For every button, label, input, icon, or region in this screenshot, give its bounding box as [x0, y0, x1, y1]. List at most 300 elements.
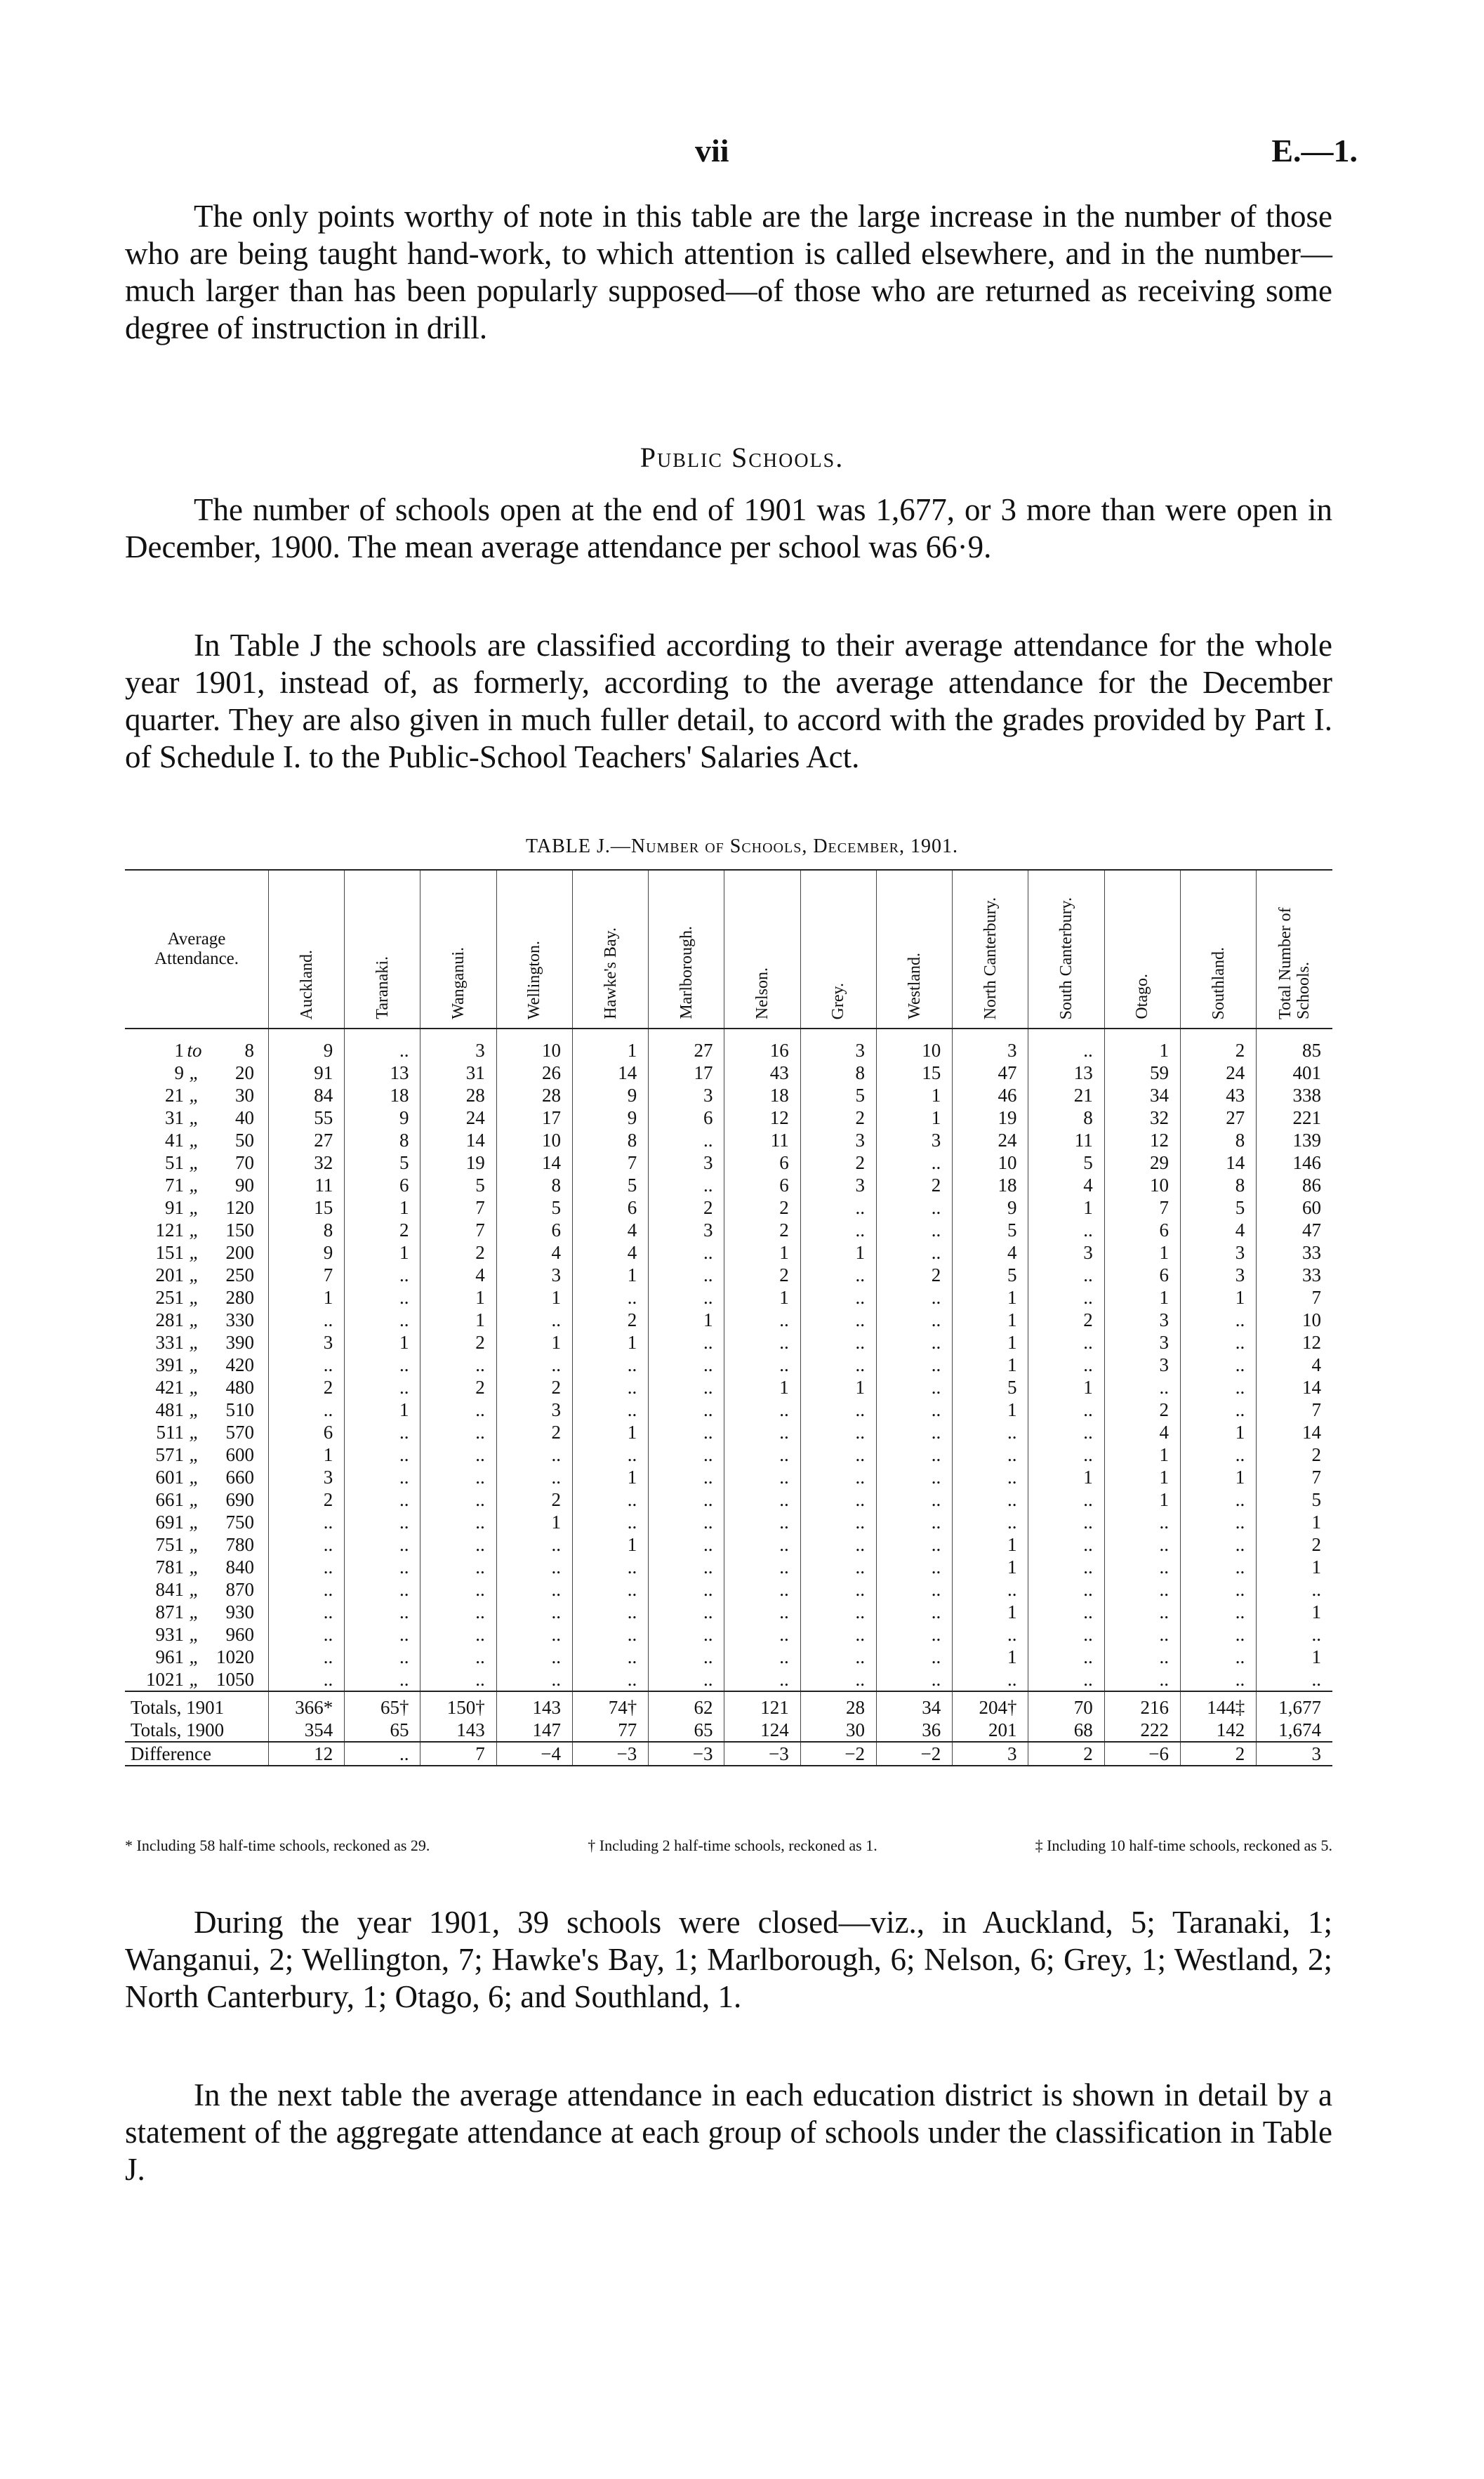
table-cell: 77: [572, 1719, 648, 1742]
table-cell: 12: [1257, 1331, 1332, 1354]
table-cell: 1: [953, 1556, 1028, 1578]
table-cell: ..: [572, 1578, 648, 1601]
table-cell: 4: [1180, 1219, 1256, 1241]
range-to: 870: [225, 1579, 254, 1600]
table-cell: ..: [724, 1466, 800, 1488]
range-from: 71: [165, 1175, 184, 1196]
range-sep: „: [189, 1219, 200, 1241]
table-cell: ..: [1180, 1331, 1256, 1354]
table-cell: 2: [420, 1241, 496, 1264]
table-cell: 6: [724, 1174, 800, 1196]
attendance-range: [125, 1443, 268, 1466]
table-cell: ..: [268, 1399, 344, 1421]
paragraph-schools-closed: During the year 1901, 39 schools were closed—viz., in Auckland, 5; Taranaki, 1; Wanganui, 2; Wellington, 7; Hawke's Bay, 1; Marlborough, 6; Nelson, 6; Grey, 1; Westland, 2; North Canterbury, 1; Otago, 6; and Southland, 1.: [125, 1905, 1332, 2014]
range-to: 90: [235, 1175, 254, 1196]
table-cell: ..: [420, 1511, 496, 1533]
table-cell: 7: [420, 1219, 496, 1241]
column-header: [420, 870, 496, 1029]
table-cell: ..: [420, 1354, 496, 1376]
table-cell: 14: [1180, 1151, 1256, 1174]
table-cell: ..: [345, 1029, 420, 1062]
table-cell: ..: [876, 1623, 952, 1646]
table-cell: ..: [1180, 1556, 1256, 1578]
table-cell: ..: [268, 1601, 344, 1623]
table-cell: 1: [572, 1264, 648, 1286]
table-cell: ..: [1180, 1376, 1256, 1399]
table-cell: 1: [572, 1421, 648, 1443]
table-cell: 29: [1104, 1151, 1180, 1174]
range-to: 120: [225, 1197, 254, 1218]
table-cell: ..: [876, 1668, 952, 1691]
table-cell: 84: [268, 1084, 344, 1106]
table-cell: ..: [724, 1601, 800, 1623]
table-cell: 91: [268, 1062, 344, 1084]
paragraph-table-j: In Table J the schools are classified according to their average attendance for the whole year 1901, instead of, as formerly, according to the average attendance for the December quarter. They are also given in much fuller detail, to accord with the grades provided by Part I. of Schedule I. to the Public-School Teachers' Salaries Act.: [125, 628, 1332, 774]
column-header: [572, 870, 648, 1029]
table-cell: 221: [1257, 1106, 1332, 1129]
table-cell: 14: [1257, 1376, 1332, 1399]
table-cell: 5: [953, 1264, 1028, 1286]
range-from: 571: [155, 1444, 184, 1465]
table-cell: ..: [876, 1354, 952, 1376]
section-title: Public Schools.: [640, 442, 844, 473]
table-cell: 3: [268, 1466, 344, 1488]
table-cell: 2: [1104, 1399, 1180, 1421]
range-from: 91: [165, 1197, 184, 1218]
table-cell: ..: [1180, 1443, 1256, 1466]
attendance-range: [125, 1264, 268, 1286]
table-cell: ..: [800, 1399, 876, 1421]
table-cell: ..: [1104, 1376, 1180, 1399]
table-cell: 65: [649, 1719, 724, 1742]
table-cell: 3: [420, 1029, 496, 1062]
table-cell: 74†: [572, 1691, 648, 1719]
table-cell: ..: [800, 1421, 876, 1443]
table-row: [125, 1623, 1332, 1646]
table-cell: ..: [953, 1668, 1028, 1691]
table-cell: 33: [1257, 1241, 1332, 1264]
table-cell: ..: [268, 1668, 344, 1691]
table-cell: ..: [1028, 1219, 1104, 1241]
column-header: [1180, 870, 1256, 1029]
range-sep: „: [189, 1130, 200, 1151]
table-cell: 2: [1028, 1309, 1104, 1331]
table-cell: ..: [800, 1511, 876, 1533]
table-cell: ..: [420, 1646, 496, 1668]
table-cell: 85: [1257, 1029, 1332, 1062]
table-cell: ..: [649, 1533, 724, 1556]
table-cell: ..: [800, 1533, 876, 1556]
table-cell: ..: [724, 1668, 800, 1691]
table-cell: 338: [1257, 1084, 1332, 1106]
table-cell: ..: [800, 1219, 876, 1241]
table-cell: ..: [420, 1556, 496, 1578]
table-cell: 6: [268, 1421, 344, 1443]
range-to: 280: [225, 1287, 254, 1308]
table-cell: ..: [496, 1533, 572, 1556]
table-cell: ..: [1180, 1578, 1256, 1601]
table-cell: ..: [649, 1646, 724, 1668]
table-cell: 204†: [953, 1691, 1028, 1719]
table-cell: ..: [1028, 1601, 1104, 1623]
table-cell: ..: [953, 1623, 1028, 1646]
table-cell: 1: [953, 1533, 1028, 1556]
table-cell: 3: [496, 1264, 572, 1286]
range-to: 20: [235, 1062, 254, 1083]
footnote-star: * Including 58 half-time schools, reckoned as 29.: [125, 1837, 430, 1854]
table-cell: ..: [649, 1354, 724, 1376]
paragraph-intro: The only points worthy of note in this table are the large increase in the number of those who are being taught hand-work, to which attention is called elsewhere, and in the number—much larger than has been popularly supposed—of those who are returned as receiving some degree of instruction in drill.: [125, 199, 1332, 345]
table-cell: 1: [724, 1241, 800, 1264]
table-cell: 2: [268, 1376, 344, 1399]
table-cell: 1: [345, 1241, 420, 1264]
table-row: [125, 1286, 1332, 1309]
range-sep: „: [189, 1152, 200, 1173]
table-cell: ..: [572, 1399, 648, 1421]
table-cell: 55: [268, 1106, 344, 1129]
table-cell: 2: [1028, 1742, 1104, 1766]
table-cell: 12: [268, 1742, 344, 1766]
attendance-range: [125, 1376, 268, 1399]
table-cell: 24: [420, 1106, 496, 1129]
table-cell: 1: [876, 1084, 952, 1106]
table-cell: 143: [420, 1719, 496, 1742]
table-cell: 3: [876, 1129, 952, 1151]
table-cell: ..: [724, 1578, 800, 1601]
attendance-range: [125, 1286, 268, 1309]
table-row: [125, 1646, 1332, 1668]
table-cell: ..: [724, 1399, 800, 1421]
attendance-range: [125, 1466, 268, 1488]
row-label: Totals, 1900: [131, 1719, 225, 1740]
range-to: 480: [225, 1377, 254, 1398]
table-cell: ..: [572, 1601, 648, 1623]
table-cell: 1: [572, 1331, 648, 1354]
column-header-label: Nelson.: [753, 967, 772, 1019]
table-cell: 2: [268, 1488, 344, 1511]
range-from: 841: [155, 1579, 184, 1600]
table-cell: 6: [724, 1151, 800, 1174]
range-from: 251: [155, 1287, 184, 1308]
table-cell: 21: [1028, 1084, 1104, 1106]
table-cell: ..: [1028, 1623, 1104, 1646]
range-sep: „: [189, 1264, 200, 1285]
table-cell: 13: [1028, 1062, 1104, 1084]
table-cell: 46: [953, 1084, 1028, 1106]
range-sep: „: [189, 1332, 200, 1353]
column-header-label: Westland.: [905, 953, 924, 1019]
table-cell: 1: [1180, 1466, 1256, 1488]
range-to: 30: [235, 1085, 254, 1106]
table-cell: 2: [1257, 1533, 1332, 1556]
table-cell: ..: [345, 1742, 420, 1766]
table-cell: ..: [1180, 1511, 1256, 1533]
table-cell: ..: [724, 1511, 800, 1533]
table-cell: ..: [496, 1309, 572, 1331]
range-to: 660: [225, 1467, 254, 1488]
range-to: 50: [235, 1130, 254, 1151]
table-row: [125, 1029, 1332, 1062]
table-cell: ..: [1180, 1668, 1256, 1691]
table-cell: 5: [1257, 1488, 1332, 1511]
table-row: [125, 1556, 1332, 1578]
attendance-range: [125, 1668, 268, 1691]
table-cell: ..: [876, 1331, 952, 1354]
column-header: [724, 870, 800, 1029]
table-cell: 7: [268, 1264, 344, 1286]
table-cell: 1: [800, 1241, 876, 1264]
range-sep: „: [189, 1309, 200, 1330]
table-header-row: [125, 870, 1332, 1029]
range-to: 330: [225, 1309, 254, 1330]
range-sep: „: [189, 1512, 200, 1533]
table-cell: 8: [1180, 1174, 1256, 1196]
attendance-range: [125, 1354, 268, 1376]
table-cell: ..: [345, 1286, 420, 1309]
table-cell: 142: [1180, 1719, 1256, 1742]
table-cell: ..: [724, 1331, 800, 1354]
range-to: 8: [244, 1040, 254, 1061]
table-cell: 18: [953, 1174, 1028, 1196]
table-row: [125, 1151, 1332, 1174]
table-cell: ..: [876, 1286, 952, 1309]
attendance-range: [125, 1556, 268, 1578]
table-cell: 5: [953, 1376, 1028, 1399]
table-cell: 59: [1104, 1062, 1180, 1084]
table-cell: 1: [1257, 1511, 1332, 1533]
table-cell: 3: [649, 1219, 724, 1241]
range-from: 21: [165, 1085, 184, 1106]
table-cell: ..: [800, 1668, 876, 1691]
table-cell: ..: [1257, 1623, 1332, 1646]
table-cell: ..: [649, 1511, 724, 1533]
table-cell: 1: [953, 1399, 1028, 1421]
column-header-label: Grey.: [829, 982, 848, 1019]
table-cell: ..: [953, 1443, 1028, 1466]
attendance-range: [125, 1309, 268, 1331]
table-cell: 7: [1257, 1466, 1332, 1488]
table-cell: ..: [268, 1533, 344, 1556]
table-cell: ..: [572, 1646, 648, 1668]
table-cell: ..: [724, 1623, 800, 1646]
table-row: [125, 1264, 1332, 1286]
range-to: 780: [225, 1534, 254, 1555]
table-cell: 26: [496, 1062, 572, 1084]
table-cell: 2: [1180, 1742, 1256, 1766]
table-cell: ..: [800, 1488, 876, 1511]
table-cell: 11: [268, 1174, 344, 1196]
table-cell: 9: [572, 1106, 648, 1129]
table-cell: 28: [496, 1084, 572, 1106]
attendance-range: [125, 1331, 268, 1354]
table-cell: 121: [724, 1691, 800, 1719]
row-label: Totals, 1901: [125, 1691, 268, 1719]
table-cell: 1: [496, 1286, 572, 1309]
table-cell: 366*: [268, 1691, 344, 1719]
table-cell: ..: [345, 1376, 420, 1399]
table-cell: 8: [345, 1129, 420, 1151]
table-cell: ..: [876, 1376, 952, 1399]
range-from: 751: [155, 1534, 184, 1555]
table-row: [125, 1219, 1332, 1241]
range-from: 781: [155, 1556, 184, 1578]
table-row: [125, 1309, 1332, 1331]
range-from: 421: [155, 1377, 184, 1398]
attendance-range: [125, 1488, 268, 1511]
range-sep: „: [189, 1556, 200, 1578]
range-from: 151: [155, 1242, 184, 1263]
footnote-double-dagger: ‡ Including 10 half-time schools, reckoned as 5.: [1035, 1837, 1332, 1854]
attendance-range: [125, 1646, 268, 1668]
table-cell: 65†: [345, 1691, 420, 1719]
range-from: 391: [155, 1354, 184, 1375]
table-cell: 9: [953, 1196, 1028, 1219]
table-cell: ..: [420, 1668, 496, 1691]
table-cell: 24: [1180, 1062, 1256, 1084]
range-sep: „: [189, 1062, 200, 1083]
table-cell: 1: [724, 1286, 800, 1309]
range-to: 1050: [216, 1669, 254, 1690]
attendance-range: [125, 1533, 268, 1556]
difference-row: [125, 1742, 1332, 1766]
column-header-label: Taranaki.: [373, 956, 392, 1019]
table-cell: ..: [268, 1354, 344, 1376]
table-cell: 27: [268, 1129, 344, 1151]
table-cell: ..: [268, 1556, 344, 1578]
column-header: [1257, 870, 1332, 1029]
table-cell: ..: [800, 1286, 876, 1309]
table-cell: ..: [649, 1399, 724, 1421]
table-cell: ..: [800, 1646, 876, 1668]
table-cell: 19: [420, 1151, 496, 1174]
table-cell: 1: [800, 1376, 876, 1399]
range-to: 750: [225, 1512, 254, 1533]
table-cell: ..: [800, 1623, 876, 1646]
table-cell: 3: [649, 1084, 724, 1106]
table-cell: ..: [572, 1286, 648, 1309]
table-cell: 4: [572, 1219, 648, 1241]
column-header: [649, 870, 724, 1029]
table-cell: 3: [1104, 1331, 1180, 1354]
table-cell: ..: [649, 1466, 724, 1488]
table-cell: ..: [876, 1488, 952, 1511]
table-cell: 2: [420, 1376, 496, 1399]
table-row: [125, 1196, 1332, 1219]
table-cell: 5: [1028, 1151, 1104, 1174]
table-cell: 4: [420, 1264, 496, 1286]
range-from: 41: [165, 1130, 184, 1151]
table-cell: ..: [953, 1421, 1028, 1443]
table-cell: ..: [649, 1264, 724, 1286]
table-cell: 16: [724, 1029, 800, 1062]
table-cell: 1: [1028, 1196, 1104, 1219]
attendance-range: [125, 1219, 268, 1241]
table-cell: ..: [572, 1668, 648, 1691]
table-cell: ..: [876, 1578, 952, 1601]
table-cell: ..: [1104, 1511, 1180, 1533]
table-cell: ..: [649, 1488, 724, 1511]
table-cell: ..: [800, 1443, 876, 1466]
table-cell: 3: [953, 1029, 1028, 1062]
range-from: 31: [165, 1107, 184, 1128]
table-cell: ..: [953, 1488, 1028, 1511]
table-cell: ..: [649, 1129, 724, 1151]
table-cell: 11: [724, 1129, 800, 1151]
table-cell: ..: [800, 1601, 876, 1623]
table-row: [125, 1084, 1332, 1106]
range-sep: „: [189, 1175, 200, 1196]
attendance-range: [125, 1106, 268, 1129]
table-cell: ..: [345, 1533, 420, 1556]
table-cell: 1,677: [1257, 1691, 1332, 1719]
range-sep: „: [189, 1107, 200, 1128]
table-cell: ..: [1180, 1646, 1256, 1668]
attendance-range: [125, 1421, 268, 1443]
range-from: 1021: [146, 1669, 184, 1690]
table-cell: ..: [876, 1151, 952, 1174]
table-cell: 34: [1104, 1084, 1180, 1106]
table-cell: ..: [1028, 1533, 1104, 1556]
table-cell: 2: [1180, 1029, 1256, 1062]
table-cell: ..: [1180, 1309, 1256, 1331]
table-cell: 1: [1104, 1466, 1180, 1488]
table-cell: 1: [1180, 1286, 1256, 1309]
table-cell: 1: [953, 1309, 1028, 1331]
table-cell: ..: [649, 1578, 724, 1601]
table-cell: ..: [572, 1623, 648, 1646]
table-cell: 10: [496, 1029, 572, 1062]
table-cell: 1: [1028, 1376, 1104, 1399]
table-cell: 1: [420, 1286, 496, 1309]
table-row: [125, 1062, 1332, 1084]
table-cell: 10: [1257, 1309, 1332, 1331]
table-cell: ..: [345, 1511, 420, 1533]
range-sep: „: [189, 1534, 200, 1555]
table-cell: ..: [1180, 1533, 1256, 1556]
range-from: 931: [155, 1624, 184, 1645]
table-row: [125, 1241, 1332, 1264]
table-cell: ..: [649, 1556, 724, 1578]
table-cell: 8: [1180, 1129, 1256, 1151]
table-cell: 3: [1180, 1241, 1256, 1264]
table-cell: 32: [1104, 1106, 1180, 1129]
table-cell: 3: [953, 1742, 1028, 1766]
page-number: vii: [695, 133, 729, 168]
table-cell: 5: [420, 1174, 496, 1196]
table-row: [125, 1488, 1332, 1511]
column-header-label: Total Number of Schools.: [1276, 907, 1313, 1019]
table-cell: ..: [649, 1668, 724, 1691]
table-cell: 4: [1257, 1354, 1332, 1376]
table-cell: ..: [420, 1623, 496, 1646]
footnote-dagger: † Including 2 half-time schools, reckoned as 1.: [588, 1837, 877, 1854]
table-cell: ..: [649, 1241, 724, 1264]
table-cell: 7: [420, 1196, 496, 1219]
range-from: 331: [155, 1332, 184, 1353]
column-header-label: Hawke's Bay.: [601, 927, 620, 1019]
table-cell: 1: [953, 1601, 1028, 1623]
table-cell: 5: [572, 1174, 648, 1196]
table-cell: 2: [649, 1196, 724, 1219]
range-sep: „: [189, 1624, 200, 1645]
range-to: 40: [235, 1107, 254, 1128]
table-cell: ..: [420, 1601, 496, 1623]
table-cell: ..: [953, 1466, 1028, 1488]
table-cell: 8: [268, 1219, 344, 1241]
range-from: 481: [155, 1399, 184, 1420]
table-cell: 14: [496, 1151, 572, 1174]
table-cell: 1: [345, 1399, 420, 1421]
